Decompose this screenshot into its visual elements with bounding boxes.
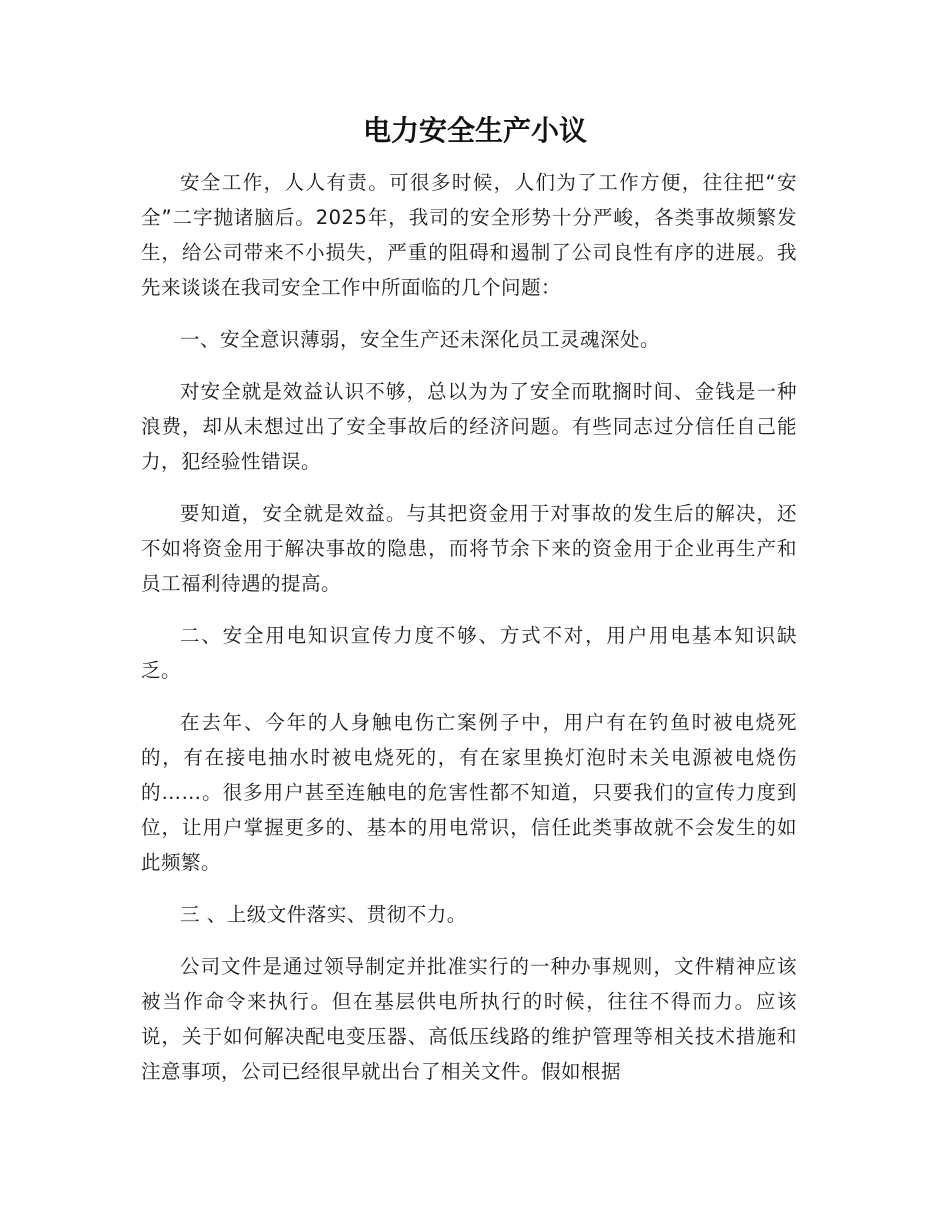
body-paragraph: 公司文件是通过领导制定并批准实行的一种办事规则，文件精神应该被当作命令来执行。但在基层供电所执行的时候，往往不得而力。应该说，关于如何解决配电变压器、高低压线路的维护管理等相关技术措施和注意事项，公司已经很早就出台了相关文件。假如根据 (141, 955, 797, 1083)
document-body (141, 165, 797, 1106)
section-heading-1: 一、安全意识薄弱，安全生产还未深化员工灵魂深处。 (180, 328, 661, 351)
body-paragraph: 在去年、今年的人身触电伤亡案例子中，用户有在钓鱼时被电烧死的，有在接电抽水时被电烧死的，有在家里换灯泡时未关电源被电烧伤的……。很多用户甚至连触电的危害性都不知道，只要我们的宣传力度到位，让用户掌握更多的、基本的用电常识，信任此类事故就不会发生的如此频繁。 (141, 711, 797, 874)
body-paragraph: 要知道，安全就是效益。与其把资金用于对事故的发生后的解决，还不如将资金用于解决事故的隐患，而将节余下来的资金用于企业再生产和员工福利待遇的提高。 (141, 502, 797, 595)
document-title: 电力安全生产小议 (362, 114, 587, 147)
intro-paragraph: 安全工作，人人有责。可很多时候，人们为了工作方便，往往把“安全”二字抛诸脑后。2025年，我司的安全形势十分严峻，各类事故频繁发生，给公司带来不小损失，严重的阻碍和遏制了公司良性有序的进展。我先来谈谈在我司安全工作中所面临的几个问题： (141, 171, 797, 299)
body-paragraph: 对安全就是效益认识不够，总以为为了安全而耽搁时间、金钱是一种浪费，却从未想过出了安全事故后的经济问题。有些同志过分信任自己能力，犯经验性错误。 (141, 380, 797, 473)
section-heading-2: 二、安全用电知识宣传力度不够、方式不对，用户用电基本知识缺乏。 (141, 624, 797, 682)
section-heading-3: 三 、上级文件落实、贯彻不力。 (180, 903, 467, 926)
